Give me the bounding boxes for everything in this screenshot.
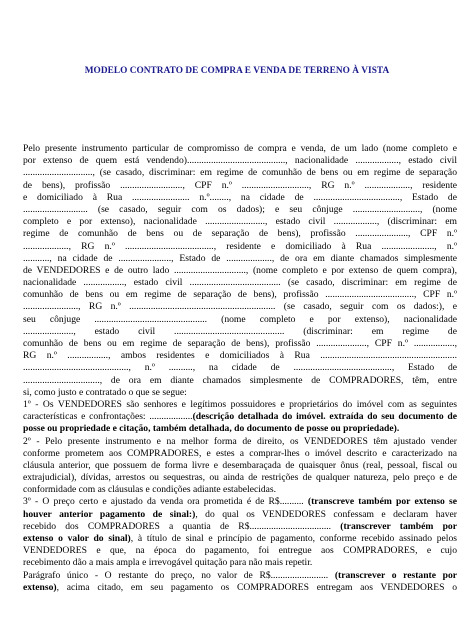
text-line — [23, 533, 457, 545]
bold-text-segment: (transcrever o restante por — [334, 569, 457, 581]
text-line — [23, 570, 457, 582]
text-segment: ....................., estado civil .............................................. (discriminar: em regime de — [23, 325, 457, 337]
text-segment: ..........., na cidade de ......................, Estado de ..................., de ora em diante chamados simplesmente — [23, 252, 457, 264]
bold-text-segment: extenso o valor do sinal) — [23, 533, 131, 544]
text-segment: conformidade com as cláusulas e condições adiante estabelecidas. — [23, 484, 277, 496]
text-line — [23, 472, 457, 484]
bold-text-segment: extenso) — [23, 581, 57, 593]
text-segment: regime de comunhão de bens ou de separação de bens), profissão ......................, CPF n.º — [23, 228, 457, 240]
text-line — [23, 545, 457, 557]
text-segment: de bens), profissão .........................., CPF n.º ............................, RG n.º ..................., residente — [23, 179, 457, 191]
text-segment: extrajudicial), dívidas, arrestos ou sequestras, ou ainda de restrições de qualquer natureza, pelo preço e de — [23, 472, 457, 484]
text-line — [23, 521, 457, 533]
text-line — [23, 411, 457, 423]
text-segment: de VENDEDORES e de outro lado .............................., (nome completo e por extenso de quem compra), — [23, 264, 457, 276]
text-segment: VENDEDORES e que, na época do pagamento, foi entregue aos COMPRADORES, e cujo — [23, 545, 457, 557]
text-line — [23, 484, 457, 496]
text-segment: , acima citado, em seu pagamento os COMPRADORES entregam aos VENDEDORES o — [56, 581, 457, 593]
text-line — [23, 167, 457, 179]
text-segment: 1º - Os VENDEDORES são senhores e legítimos possuidores e proprietários do imóvel com as seguintes — [23, 398, 457, 410]
text-line — [23, 143, 457, 155]
text-line — [23, 228, 457, 240]
text-segment: 3º - O preço certo e ajustado da venda ora prometida é de R$.......... — [23, 496, 308, 508]
text-segment: completo e por extenso), nacionalidade ........................., estado civil .................., (discriminar: em — [23, 216, 457, 228]
text-segment: ................................, de ora em diante chamados simplesmente de COMPRADORES, têm, entre — [23, 374, 457, 386]
bold-text-segment: houver anterior pagamento de sinal:) — [23, 508, 196, 520]
text-line — [23, 314, 457, 326]
bold-text-segment: posse ou propriedade e citação, também detalhada, do documento de posse ou propriedade). — [23, 423, 400, 435]
text-line — [23, 326, 457, 338]
text-line — [23, 253, 457, 265]
text-segment: Parágrafo único - O restante do preço, no valor de R$........................ — [23, 569, 335, 581]
text-segment: por extenso de quem está vendendo)........................................., nacionalidade .................., estado civil — [23, 155, 457, 167]
text-line — [23, 350, 457, 362]
text-line — [23, 557, 457, 569]
text-segment: , do qual os VENDEDORES confessam e declaram haver — [195, 508, 457, 520]
text-line — [23, 180, 457, 192]
text-line — [23, 448, 457, 460]
bold-text-segment: (descrição detalhada do imóvel. extraída do seu documento de — [192, 411, 457, 423]
text-line — [23, 582, 457, 594]
text-segment: si, como justo e contratado o que se segue: — [23, 386, 187, 398]
text-line — [23, 277, 457, 289]
text-segment: nacionalidade ................., estado civil ...................................... (se casado, discriminar: em regime de — [23, 277, 457, 289]
text-line — [23, 338, 457, 350]
text-line — [23, 399, 457, 411]
text-segment: comunhão de bens ou em regime de separação de bens), profissão ....................................., CPF n.º — [23, 289, 457, 301]
text-segment: recebimento dão a mais ampla e irrevogável quitação para não mais repetir. — [23, 557, 313, 569]
document-title: MODELO CONTRATO DE COMPRA E VENDA DE TERRENO À VISTA — [84, 66, 390, 76]
text-segment: conforme prometem aos COMPRADORES, e estes a comprar-lhes o imóvel descrito e caracterizado na — [23, 447, 457, 459]
text-line — [23, 436, 457, 448]
text-segment: 2º - Pelo presente instrumento e na melhor forma de direito, os VENDEDORES têm ajustado vender — [23, 435, 457, 447]
text-segment: ............................., (se casado, discriminar: em regime de comunhão de bens ou em regime de separação — [23, 167, 457, 179]
text-line — [23, 362, 457, 374]
text-segment: e domiciliado à Rua ........................ n.º........, na cidade de ...................................., Estado de — [23, 191, 457, 203]
text-segment: ..................., RG n.º ....................................., residente e domiciliado à Rua ......................, n.º — [23, 240, 457, 252]
text-segment: ............................................, n.º .........., na cidade de ........................................., Estado de — [23, 362, 457, 374]
text-line — [23, 387, 457, 399]
text-segment: ......................., RG n.º ............................................................. (se casado, seguir com os dados:), e — [23, 301, 457, 313]
text-segment: cláusula anterior, que possuem de forma livre e desembaraçada de quaisquer ônus (real, pessoal, fiscal ou — [23, 459, 457, 471]
text-segment: seu cônjuge ............................................... (nome completo e por extenso), nacionalidade — [23, 313, 457, 325]
text-line — [23, 460, 457, 472]
text-line — [23, 192, 457, 204]
text-line — [23, 216, 457, 228]
text-line — [23, 301, 457, 313]
text-line — [23, 423, 457, 435]
text-line — [23, 509, 457, 521]
text-line — [23, 204, 457, 216]
text-segment: Pelo presente instrumento particular de compromisso de compra e venda, de um lado (nome completo e — [23, 143, 457, 154]
text-line — [23, 265, 457, 277]
text-line — [23, 375, 457, 387]
text-line — [23, 241, 457, 253]
document-body — [23, 143, 457, 594]
text-segment: características e confrontações: .................. — [23, 411, 193, 423]
text-line — [23, 496, 457, 508]
text-segment: , à título de sinal e princípio de pagamento, conforme recebido assinado pelos — [130, 533, 457, 544]
bold-text-segment: (transcrever também por — [340, 520, 457, 532]
text-line — [23, 289, 457, 301]
text-line — [23, 155, 457, 167]
text-segment: comunhão de bens ou em regime de separação de bens), profissão ....................., CPF n.º ................., — [23, 338, 457, 349]
text-segment: RG n.º ................., ambos residentes e domiciliados à Rua ......................................................... — [23, 350, 457, 362]
text-segment: recebido dos COMPRADORES a quantia de R$.................................. — [23, 520, 341, 532]
text-segment: ........................... (se casado, seguir com os dados); e seu cônjuge ............................, (nome — [23, 203, 457, 215]
bold-text-segment: (transcreve também por extenso se — [307, 496, 457, 508]
